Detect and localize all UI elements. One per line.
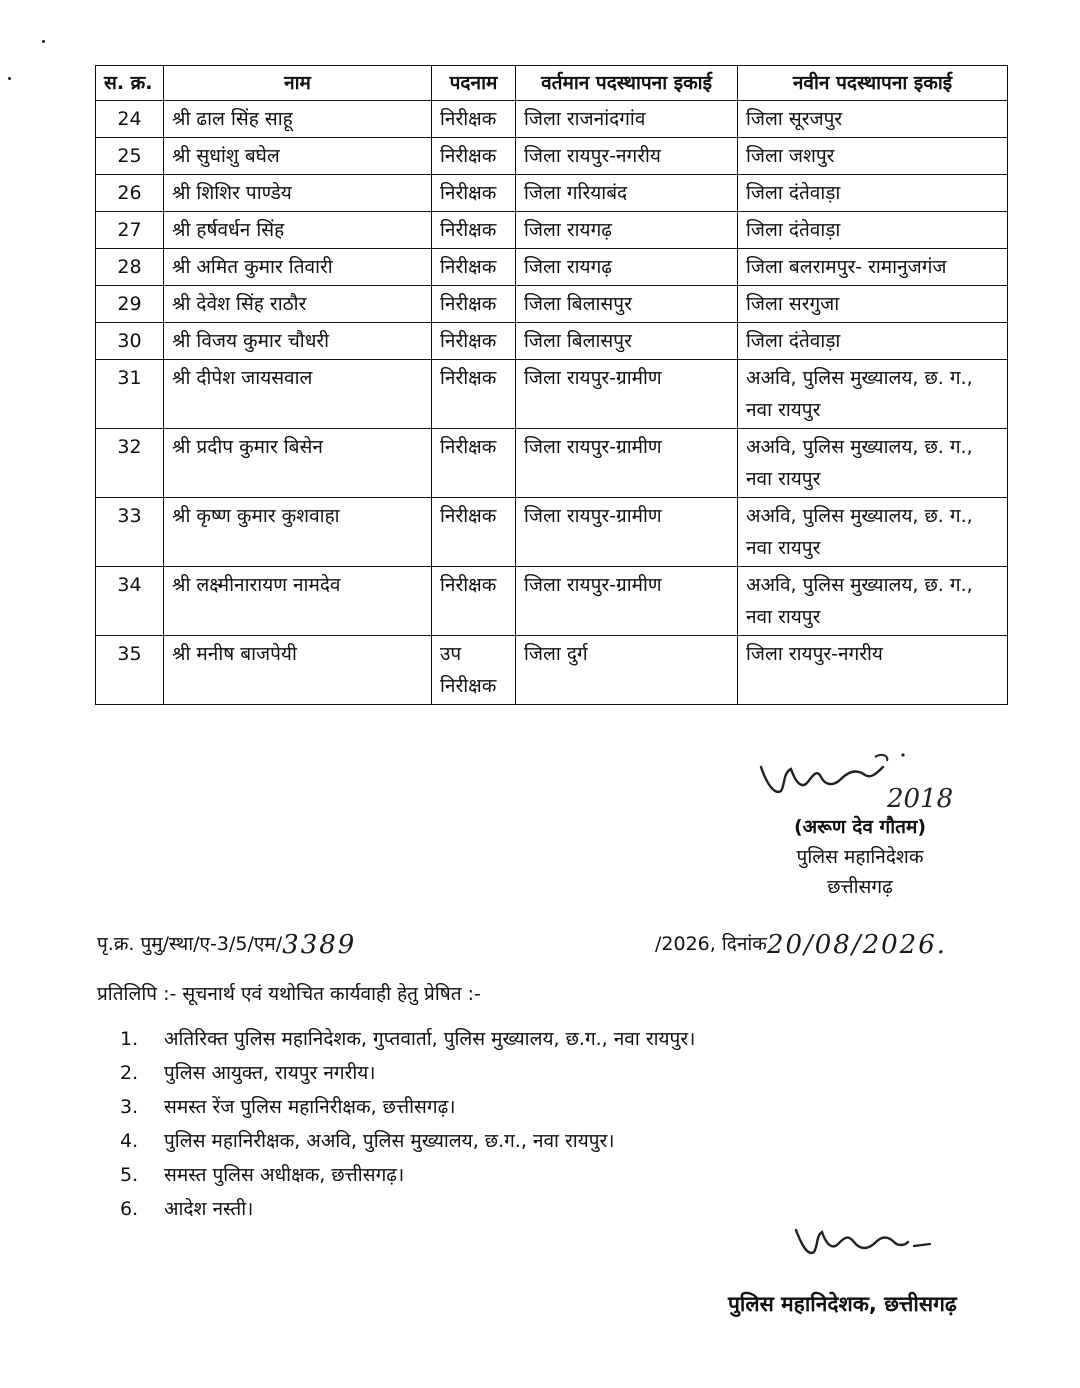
cell-new-posting: जिला सरगुजा — [738, 286, 1008, 323]
cell-current-posting: जिला रायगढ़ — [516, 212, 738, 249]
cell-new-posting: जिला दंतेवाड़ा — [738, 175, 1008, 212]
reference-date-label: /2026, दिनांक — [655, 933, 767, 955]
copy-item-text: पुलिस आयुक्त, रायपुर नगरीय। — [164, 1062, 376, 1084]
cell-serial: 28 — [96, 249, 164, 286]
cell-name: श्री सुधांशु बघेल — [164, 138, 432, 175]
copy-list — [120, 1022, 695, 1226]
copy-item-number: 6. — [120, 1198, 139, 1220]
cell-serial: 25 — [96, 138, 164, 175]
signature-block — [760, 812, 960, 902]
cell-designation: निरीक्षक — [432, 138, 516, 175]
cell-serial: 31 — [96, 360, 164, 429]
cell-serial: 30 — [96, 323, 164, 360]
cell-new-posting: जिला जशपुर — [738, 138, 1008, 175]
cell-name: श्री प्रदीप कुमार बिसेन — [164, 429, 432, 498]
copy-item-text: समस्त पुलिस अधीक्षक, छत्तीसगढ़। — [164, 1164, 405, 1186]
cell-name: श्री विजय कुमार चौधरी — [164, 323, 432, 360]
cell-designation: निरीक्षक — [432, 498, 516, 567]
cell-designation: निरीक्षक — [432, 175, 516, 212]
cell-designation: निरीक्षक — [432, 286, 516, 323]
cell-name: श्री कृष्ण कुमार कुशवाहा — [164, 498, 432, 567]
transfer-table — [95, 65, 1008, 705]
cell-current-posting: जिला रायगढ़ — [516, 249, 738, 286]
cell-current-posting: जिला दुर्ग — [516, 636, 738, 705]
cell-new-posting: जिला दंतेवाड़ा — [738, 323, 1008, 360]
cell-name: श्री हर्षवर्धन सिंह — [164, 212, 432, 249]
copy-item-number: 3. — [120, 1096, 139, 1118]
cell-serial: 29 — [96, 286, 164, 323]
copy-item-number: 4. — [120, 1130, 139, 1152]
cell-name: श्री दीपेश जायसवाल — [164, 360, 432, 429]
header-name: नाम — [164, 66, 432, 101]
copy-item — [120, 1056, 695, 1090]
copy-item — [120, 1192, 695, 1226]
copy-item-text: आदेश नस्ती। — [164, 1198, 254, 1220]
table-row — [96, 498, 1008, 567]
cell-new-posting: अअवि, पुलिस मुख्यालय, छ. ग., नवा रायपुर — [738, 567, 1008, 636]
copy-item-text: समस्त रेंज पुलिस महानिरीक्षक, छत्तीसगढ़। — [164, 1096, 456, 1118]
copy-item — [120, 1158, 695, 1192]
cell-serial: 33 — [96, 498, 164, 567]
cell-new-posting: अअवि, पुलिस मुख्यालय, छ. ग., नवा रायपुर — [738, 498, 1008, 567]
copy-item — [120, 1124, 695, 1158]
cell-current-posting: जिला गरियाबंद — [516, 175, 738, 212]
signatory-designation: पुलिस महानिदेशक — [796, 846, 924, 868]
copy-heading: प्रतिलिपि :- सूचनार्थ एवं यथोचित कार्यवाही हेतु प्रेषित :- — [97, 983, 481, 1005]
cell-new-posting: जिला सूरजपुर — [738, 101, 1008, 138]
cell-name: श्री लक्ष्मीनारायण नामदेव — [164, 567, 432, 636]
cell-serial: 26 — [96, 175, 164, 212]
table-row — [96, 360, 1008, 429]
signature-date: 2018 — [887, 784, 954, 814]
copy-item-number: 2. — [120, 1062, 139, 1084]
cell-name: श्री शिशिर पाण्डेय — [164, 175, 432, 212]
reference-number — [97, 930, 357, 960]
signature-mark-footer — [790, 1212, 940, 1272]
table-row — [96, 212, 1008, 249]
cell-designation: उप निरीक्षक — [432, 636, 516, 705]
header-designation: पदनाम — [432, 66, 516, 101]
reference-handwritten-date: 20/08/2026. — [766, 930, 948, 960]
cell-new-posting: जिला बलरामपुर- रामानुजगंज — [738, 249, 1008, 286]
table-row — [96, 636, 1008, 705]
scan-speck — [42, 40, 45, 43]
table-row — [96, 323, 1008, 360]
reference-prefix: पृ.क्र. पुमु/स्था/ए-3/5/एम/ — [97, 933, 283, 955]
cell-serial: 34 — [96, 567, 164, 636]
cell-designation: निरीक्षक — [432, 360, 516, 429]
copy-item-text: पुलिस महानिरीक्षक, अअवि, पुलिस मुख्यालय, छ.ग., नवा रायपुर। — [164, 1130, 615, 1152]
cell-current-posting: जिला रायपुर-नगरीय — [516, 138, 738, 175]
signatory-name: (अरूण देव गौतम) — [793, 816, 927, 838]
copy-item-number: 1. — [120, 1028, 139, 1050]
cell-current-posting: जिला रायपुर-ग्रामीण — [516, 498, 738, 567]
cell-current-posting: जिला रायपुर-ग्रामीण — [516, 567, 738, 636]
cell-serial: 24 — [96, 101, 164, 138]
cell-name: श्री मनीष बाजपेयी — [164, 636, 432, 705]
signatory-state: छत्तीसगढ़ — [827, 876, 893, 898]
footer-signatory: पुलिस महानिदेशक, छत्तीसगढ़ — [728, 1292, 957, 1316]
header-new-posting: नवीन पदस्थापना इकाई — [738, 66, 1008, 101]
scan-speck — [8, 77, 11, 80]
cell-current-posting: जिला रायपुर-ग्रामीण — [516, 429, 738, 498]
cell-designation: निरीक्षक — [432, 429, 516, 498]
copy-item-number: 5. — [120, 1164, 139, 1186]
table-row — [96, 429, 1008, 498]
cell-designation: निरीक्षक — [432, 101, 516, 138]
cell-serial: 27 — [96, 212, 164, 249]
table-header-row — [96, 66, 1008, 101]
copy-item — [120, 1022, 695, 1056]
header-current-posting: वर्तमान पदस्थापना इकाई — [516, 66, 738, 101]
cell-new-posting: जिला दंतेवाड़ा — [738, 212, 1008, 249]
cell-designation: निरीक्षक — [432, 249, 516, 286]
cell-current-posting: जिला रायपुर-ग्रामीण — [516, 360, 738, 429]
cell-new-posting: अअवि, पुलिस मुख्यालय, छ. ग., नवा रायपुर — [738, 360, 1008, 429]
table-row — [96, 567, 1008, 636]
cell-designation: निरीक्षक — [432, 567, 516, 636]
cell-serial: 32 — [96, 429, 164, 498]
table-row — [96, 249, 1008, 286]
cell-new-posting: जिला रायपुर-नगरीय — [738, 636, 1008, 705]
reference-date — [655, 930, 948, 960]
table-row — [96, 286, 1008, 323]
cell-name: श्री देवेश सिंह राठौर — [164, 286, 432, 323]
cell-current-posting: जिला राजनांदगांव — [516, 101, 738, 138]
reference-handwritten-number: 3389 — [282, 930, 357, 960]
cell-designation: निरीक्षक — [432, 212, 516, 249]
header-serial: स. क्र. — [96, 66, 164, 101]
cell-current-posting: जिला बिलासपुर — [516, 323, 738, 360]
cell-current-posting: जिला बिलासपुर — [516, 286, 738, 323]
table-row — [96, 175, 1008, 212]
table-row — [96, 138, 1008, 175]
cell-designation: निरीक्षक — [432, 323, 516, 360]
copy-item — [120, 1090, 695, 1124]
table-row — [96, 101, 1008, 138]
cell-new-posting: अअवि, पुलिस मुख्यालय, छ. ग., नवा रायपुर — [738, 429, 1008, 498]
cell-serial: 35 — [96, 636, 164, 705]
cell-name: श्री ढाल सिंह साहू — [164, 101, 432, 138]
cell-name: श्री अमित कुमार तिवारी — [164, 249, 432, 286]
copy-item-text: अतिरिक्त पुलिस महानिदेशक, गुप्तवार्ता, पुलिस मुख्यालय, छ.ग., नवा रायपुर। — [164, 1028, 696, 1050]
